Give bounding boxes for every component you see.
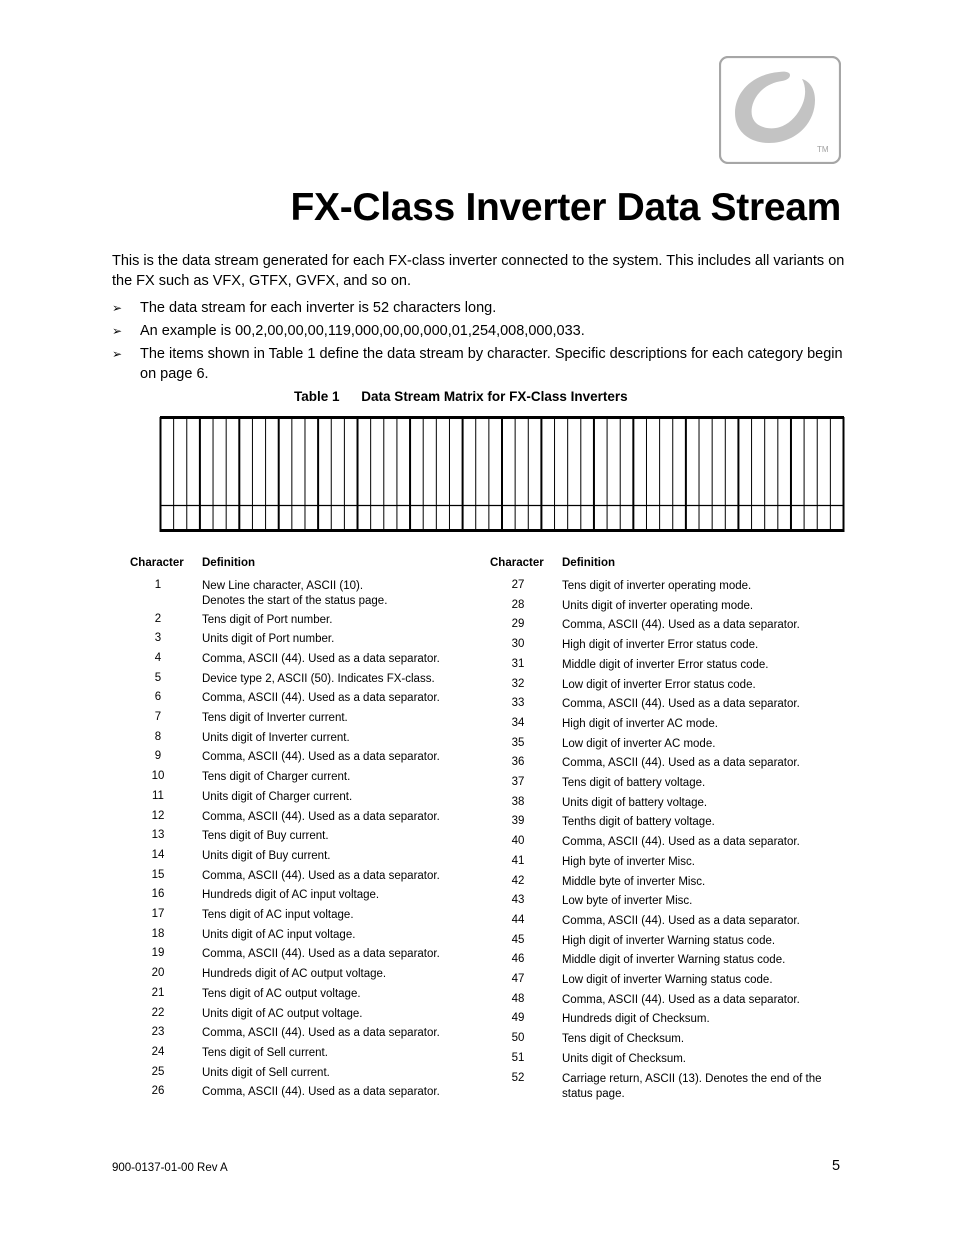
character-number: 3 bbox=[154, 632, 162, 645]
character-number: 46 bbox=[511, 953, 525, 966]
character-definition: Comma, ASCII (44). Used as a data separator. bbox=[202, 948, 440, 961]
character-definition: Comma, ASCII (44). Used as a data separator. bbox=[202, 652, 440, 665]
character-number: 39 bbox=[511, 815, 525, 828]
character-definition: Hundreds digit of Checksum. bbox=[562, 1013, 710, 1026]
character-number: 38 bbox=[511, 795, 525, 808]
character-definition: Units digit of Port number. bbox=[202, 633, 335, 646]
character-number: 10 bbox=[151, 770, 165, 783]
character-column-header: Character bbox=[490, 557, 544, 569]
character-number: 34 bbox=[511, 716, 525, 729]
character-number: 4 bbox=[154, 651, 162, 664]
character-number: 15 bbox=[151, 868, 165, 881]
character-number: 19 bbox=[151, 947, 165, 960]
character-number: 47 bbox=[511, 973, 525, 985]
character-definition: Tens digit of battery voltage. bbox=[562, 777, 706, 789]
character-number: 31 bbox=[511, 657, 525, 670]
character-definition: Comma, ASCII (44). Used as a data separator. bbox=[202, 692, 440, 705]
character-definition: Tens digit of AC output voltage. bbox=[202, 987, 361, 1000]
character-number: 18 bbox=[151, 927, 165, 940]
character-number: 27 bbox=[511, 579, 525, 591]
character-number: 25 bbox=[151, 1065, 165, 1078]
character-number: 51 bbox=[511, 1051, 525, 1064]
character-definition: Comma, ASCII (44). Used as a data separator. bbox=[562, 698, 800, 711]
character-definition: Comma, ASCII (44). Used as a data separator. bbox=[562, 757, 800, 770]
character-definition: Middle digit of inverter Warning status code. bbox=[562, 954, 786, 967]
trademark-symbol: TM bbox=[817, 145, 829, 154]
table-caption-title: Data Stream Matrix for FX-Class Inverters bbox=[361, 389, 628, 404]
definition-column-header: Definition bbox=[562, 557, 616, 569]
character-definition: High digit of inverter Warning status code. bbox=[562, 934, 776, 947]
character-number: 43 bbox=[511, 894, 525, 907]
character-number: 24 bbox=[151, 1045, 165, 1058]
character-definition: Comma, ASCII (44). Used as a data separator. bbox=[562, 836, 800, 849]
character-number: 30 bbox=[511, 638, 525, 651]
character-number: 16 bbox=[151, 888, 165, 901]
character-number: 2 bbox=[154, 612, 162, 625]
character-definition: Low byte of inverter Misc. bbox=[562, 895, 693, 908]
character-definition: Tens digit of Checksum. bbox=[562, 1033, 685, 1046]
character-number: 9 bbox=[154, 750, 162, 763]
character-number: 45 bbox=[511, 933, 525, 946]
character-number: 8 bbox=[154, 730, 162, 743]
character-definition: Units digit of Buy current. bbox=[202, 849, 331, 862]
character-number: 52 bbox=[511, 1071, 525, 1084]
character-definition: Tens digit of AC input voltage. bbox=[202, 909, 354, 921]
character-definition: Units digit of Inverter current. bbox=[202, 731, 350, 744]
character-definition: Units digit of AC output voltage. bbox=[202, 1007, 363, 1020]
character-definition: Tens digit of Buy current. bbox=[202, 830, 329, 843]
table-caption bbox=[294, 389, 628, 404]
character-number: 48 bbox=[511, 992, 525, 1005]
character-definition: Low digit of inverter Warning status code. bbox=[562, 974, 773, 986]
arrow-bullet-icon: ➢ bbox=[112, 301, 123, 315]
character-number: 28 bbox=[511, 598, 525, 611]
character-definition: Comma, ASCII (44). Used as a data separator. bbox=[562, 914, 800, 927]
character-definition: Comma, ASCII (44). Used as a data separator. bbox=[202, 869, 440, 882]
character-number: 23 bbox=[151, 1026, 165, 1039]
arrow-bullet-icon: ➢ bbox=[112, 347, 123, 361]
character-number: 20 bbox=[151, 967, 165, 980]
character-definition: Low digit of inverter AC mode. bbox=[562, 737, 716, 750]
character-definition: Hundreds digit of AC output voltage. bbox=[202, 968, 387, 981]
character-number: 42 bbox=[511, 874, 525, 887]
character-definition: Tens digit of Charger current. bbox=[202, 771, 351, 784]
character-number: 37 bbox=[511, 776, 525, 788]
list-item: ➢ An example is 00,2,00,00,00,119,000,00,00,000,01,254,008,000,033. bbox=[112, 323, 585, 339]
list-item: ➢ The items shown in Table 1 define the data stream by character. Specific descriptions for each category begin on page 6. bbox=[112, 346, 843, 382]
character-number: 13 bbox=[151, 829, 165, 842]
character-number: 36 bbox=[511, 756, 525, 769]
character-column-header: Character bbox=[130, 557, 184, 569]
character-definition: Tens digit of Port number. bbox=[202, 613, 333, 626]
table-caption-label: Table 1 bbox=[294, 389, 340, 404]
character-definition: High digit of inverter AC mode. bbox=[562, 717, 718, 730]
character-number: 41 bbox=[511, 854, 525, 867]
character-number: 12 bbox=[151, 809, 165, 822]
character-definition: Comma, ASCII (44). Used as a data separator. bbox=[202, 1027, 440, 1040]
character-number: 50 bbox=[511, 1032, 525, 1045]
page-number: 5 bbox=[832, 1158, 841, 1174]
character-definition: Comma, ASCII (44). Used as a data separator. bbox=[202, 810, 440, 823]
character-definition: Tenths digit of battery voltage. bbox=[562, 816, 715, 829]
character-number: 5 bbox=[154, 671, 162, 684]
character-number: 22 bbox=[151, 1006, 165, 1019]
character-definition: Units digit of AC input voltage. bbox=[202, 928, 356, 941]
character-definition: Tens digit of Inverter current. bbox=[202, 712, 348, 724]
arrow-bullet-icon: ➢ bbox=[112, 324, 123, 338]
character-definition: Device type 2, ASCII (50). Indicates FX-class. bbox=[202, 672, 435, 685]
document-number: 900-0137-01-00 Rev A bbox=[112, 1162, 228, 1174]
character-number: 21 bbox=[151, 986, 165, 999]
company-logo bbox=[719, 56, 841, 164]
character-number: 17 bbox=[151, 908, 165, 920]
character-definition: Units digit of battery voltage. bbox=[562, 796, 708, 809]
bullet-list bbox=[112, 298, 852, 387]
character-definition: Tens digit of Sell current. bbox=[202, 1046, 328, 1059]
definition-column-header: Definition bbox=[202, 557, 256, 569]
character-definition: Units digit of Checksum. bbox=[562, 1052, 686, 1065]
character-number: 26 bbox=[151, 1085, 165, 1098]
character-number: 40 bbox=[511, 835, 525, 848]
character-definition: Units digit of Charger current. bbox=[202, 790, 353, 803]
list-item: ➢ The data stream for each inverter is 52 characters long. bbox=[112, 300, 497, 316]
character-number: 1 bbox=[154, 579, 162, 591]
data-stream-matrix bbox=[159, 416, 845, 537]
character-definition: Carriage return, ASCII (13). Denotes the end of the status page. bbox=[562, 1072, 822, 1100]
page-title: FX-Class Inverter Data Stream bbox=[290, 186, 841, 229]
character-definition: Middle digit of inverter Error status code. bbox=[562, 658, 769, 671]
character-number: 32 bbox=[511, 677, 525, 690]
character-number: 7 bbox=[154, 711, 162, 723]
character-definition: Units digit of inverter operating mode. bbox=[562, 599, 754, 612]
character-definition: New Line character, ASCII (10). Denotes the start of the status page. bbox=[202, 580, 388, 607]
character-definition: Middle byte of inverter Misc. bbox=[562, 875, 706, 888]
character-number: 33 bbox=[511, 697, 525, 710]
character-definition: Comma, ASCII (44). Used as a data separator. bbox=[562, 993, 800, 1006]
character-number: 6 bbox=[154, 691, 162, 704]
character-definition: Comma, ASCII (44). Used as a data separator. bbox=[202, 1086, 440, 1099]
character-number: 14 bbox=[151, 848, 165, 861]
character-number: 29 bbox=[511, 618, 525, 631]
character-definition: Comma, ASCII (44). Used as a data separator. bbox=[562, 619, 800, 632]
character-definition: Low digit of inverter Error status code. bbox=[562, 678, 756, 691]
character-number: 44 bbox=[511, 913, 525, 926]
character-definition: Hundreds digit of AC input voltage. bbox=[202, 889, 380, 902]
character-definition: Units digit of Sell current. bbox=[202, 1066, 330, 1079]
character-number: 35 bbox=[511, 736, 525, 749]
character-definition: Tens digit of inverter operating mode. bbox=[562, 580, 752, 592]
character-number: 49 bbox=[511, 1012, 525, 1025]
intro-paragraph: This is the data stream generated for each FX-class inverter connected to the system. This includes all variants on the FX such as VFX, GTFX, GVFX, and so on. bbox=[112, 253, 845, 289]
character-number: 11 bbox=[152, 789, 164, 802]
character-definition: Comma, ASCII (44). Used as a data separator. bbox=[202, 751, 440, 764]
character-definition: High byte of inverter Misc. bbox=[562, 855, 695, 868]
character-definition: High digit of inverter Error status code. bbox=[562, 639, 759, 652]
